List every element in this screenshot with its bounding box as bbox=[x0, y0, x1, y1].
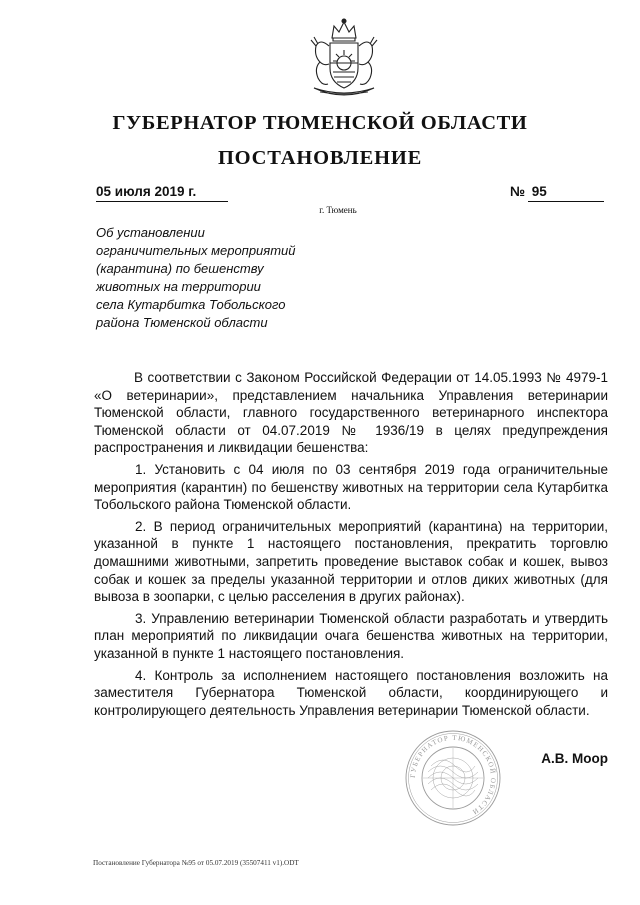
clause-2-paragraph: 2. В период ограничительных мероприятий (карантина) на территории, указанной в пункте 1 настоящего постановления, прекратить торговлю домашними животными, запретить проведение выставок собак и кошек, вывоз собак и кошек за пределы указанной территории и отлов диких животных (для вывоза в зоопарки, с целью расселения в других районах). bbox=[94, 518, 608, 605]
document-date: 05 июля 2019 г. bbox=[96, 184, 228, 202]
document-number-label: № bbox=[510, 184, 526, 199]
clause-4-paragraph: 4. Контроль за исполнением настоящего постановления возложить на заместителя Губернатора Тюменской области, координирующего и контролирующего деятельность Управления ветеринарии Тюменской области. bbox=[94, 667, 608, 718]
document-type-title: ПОСТАНОВЛЕНИЕ bbox=[217, 147, 423, 169]
official-seal-icon bbox=[403, 728, 503, 828]
subject-line: (карантина) по бешенству bbox=[96, 261, 264, 276]
signer-name: А.В. Моор bbox=[541, 751, 608, 766]
document-number bbox=[528, 184, 604, 202]
organization-title: ГУБЕРНАТОР ТЮМЕНСКОЙ ОБЛАСТИ bbox=[112, 112, 528, 134]
document-number-value: 95 bbox=[531, 184, 547, 199]
subject-line: Об установлении bbox=[96, 225, 205, 240]
footer-file-reference: Постановление Губернатора №95 от 05.07.2019 (35507411 v1).ODT bbox=[93, 859, 299, 867]
subject-line: ограничительных мероприятий bbox=[96, 243, 296, 258]
subject-line: животных на территории bbox=[96, 279, 261, 294]
subject-line: села Кутарбитка Тобольского bbox=[96, 297, 286, 312]
seal-text: ГУБЕРНАТОР ТЮМЕНСКОЙ ОБЛАСТИ bbox=[408, 733, 498, 817]
clause-1-paragraph: 1. Установить с 04 июля по 03 сентября 2019 года ограничительные мероприятия (карантин) по бешенству животных на территории села Кутарбитка Тобольского района Тюменской области. bbox=[94, 461, 608, 513]
document-city: г. Тюмень bbox=[319, 205, 357, 215]
subject-line: района Тюменской области bbox=[96, 315, 268, 330]
document-subject bbox=[96, 224, 336, 332]
preamble-paragraph: В соответствии с Законом Российской Федерации от 14.05.1993 № 4979-1 «О ветеринарии», представлением начальника Управления ветеринарии Тюменской области, главного государственного ветеринарного инспектора Тюменской области от 04.07.2019 № 1936/19 в целях предупреждения распространения и ликвидации бешенства: bbox=[94, 370, 608, 456]
coat-of-arms-icon bbox=[300, 16, 388, 104]
document-body bbox=[94, 369, 608, 723]
clause-3-paragraph: 3. Управлению ветеринарии Тюменской области разработать и утвердить план мероприятий по ликвидации очага бешенства животных на территории, указанной в пункте 1 настоящего постановления. bbox=[94, 610, 608, 661]
